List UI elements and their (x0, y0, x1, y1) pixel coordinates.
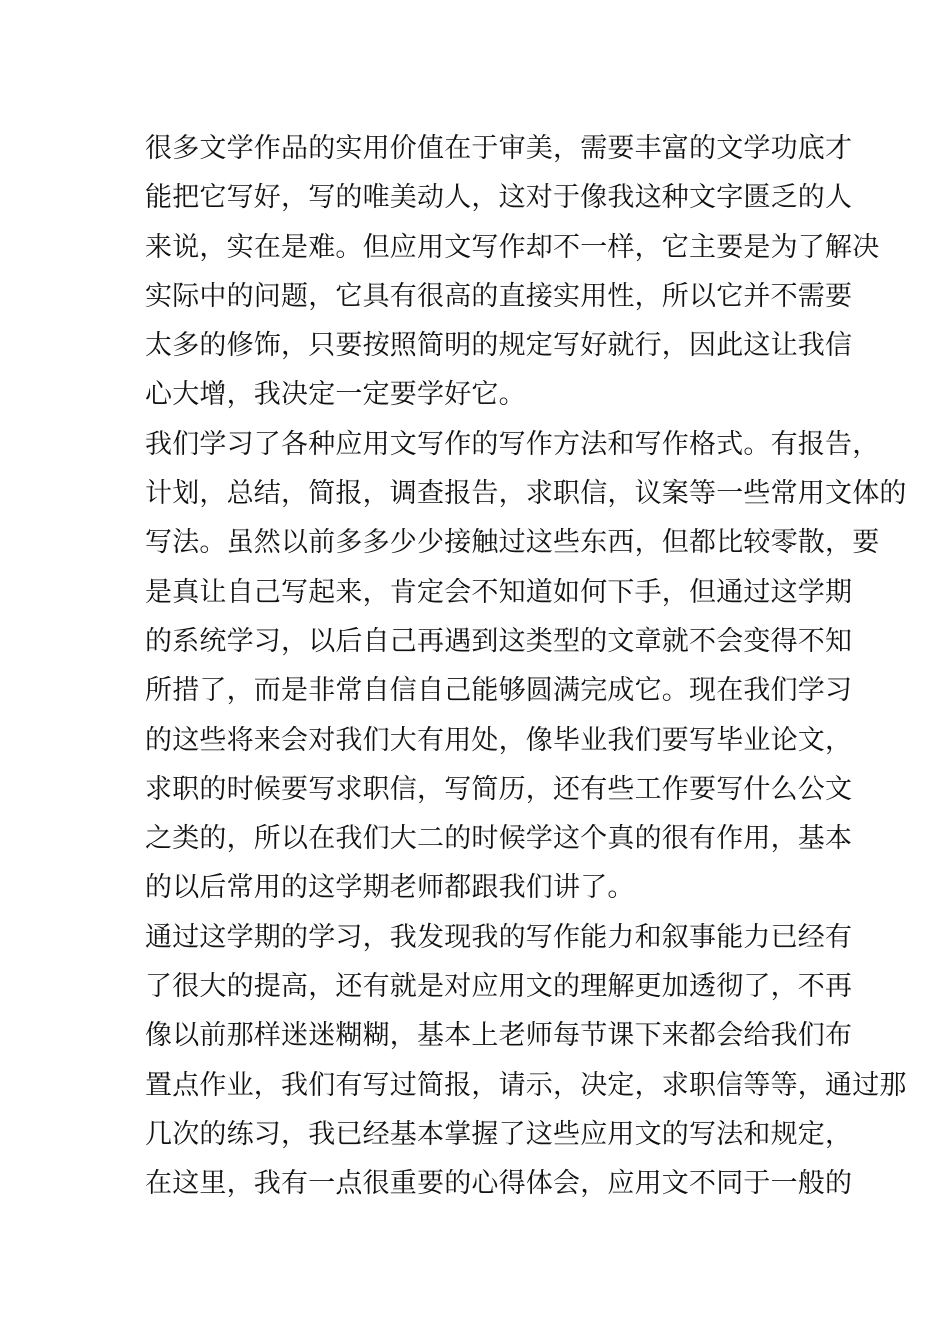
text-line: 来说，实在是难。但应用文写作却不一样，它主要是为了解决 (145, 231, 880, 263)
text-line: 的这些将来会对我们大有用处，像毕业我们要写毕业论文， (145, 724, 853, 756)
text-line: 太多的修饰，只要按照简明的规定写好就行，因此这让我信 (145, 330, 853, 362)
text-line: 的以后常用的这学期老师都跟我们讲了。 (145, 872, 635, 904)
text-line: 像以前那样迷迷糊糊，基本上老师每节课下来都会给我们布 (145, 1020, 853, 1052)
text-line: 了很大的提高，还有就是对应用文的理解更加透彻了，不再 (145, 971, 853, 1003)
text-line: 很多文学作品的实用价值在于审美，需要丰富的文学功底才 (145, 133, 853, 164)
body-text (145, 124, 907, 1209)
text-line: 所措了，而是非常自信自己能够圆满完成它。现在我们学习 (145, 675, 853, 707)
text-line: 置点作业，我们有写过简报，请示，决定，求职信等等，通过那 (145, 1069, 907, 1101)
text-line: 计划，总结，简报，调查报告，求职信，议案等一些常用文体的 (145, 478, 907, 510)
text-line: 能把它写好，写的唯美动人，这对于像我这种文字匮乏的人 (145, 182, 853, 214)
text-line: 我们学习了各种应用文写作的写作方法和写作格式。有报告， (145, 428, 880, 460)
text-line: 求职的时候要写求职信，写简历，还有些工作要写什么公文 (145, 773, 853, 805)
text-line: 几次的练习，我已经基本掌握了这些应用文的写法和规定， (145, 1118, 853, 1150)
text-line: 写法。虽然以前多多少少接触过这些东西，但都比较零散，要 (145, 527, 880, 559)
text-line: 通过这学期的学习，我发现我的写作能力和叙事能力已经有 (145, 921, 853, 953)
text-line: 实际中的问题，它具有很高的直接实用性，所以它并不需要 (145, 280, 853, 312)
text-line: 在这里，我有一点很重要的心得体会，应用文不同于一般的 (145, 1168, 853, 1200)
text-line: 的系统学习，以后自己再遇到这类型的文章就不会变得不知 (145, 625, 853, 657)
text-line: 心大增，我决定一定要学好它。 (145, 379, 526, 411)
text-line: 之类的，所以在我们大二的时候学这个真的很有作用，基本 (145, 823, 853, 855)
text-line: 是真让自己写起来，肯定会不知道如何下手，但通过这学期 (145, 576, 853, 608)
